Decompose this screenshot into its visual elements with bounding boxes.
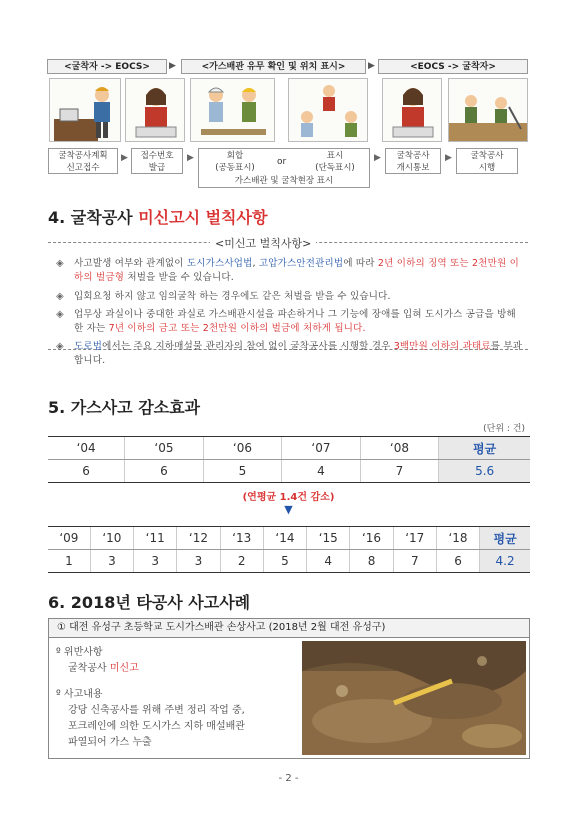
step-report-receipt-line1: 굴착공사계획: [58, 151, 108, 161]
penalty-item-1: [56, 257, 524, 285]
step-marking-group: [198, 148, 370, 188]
case-accident: [56, 687, 245, 751]
penalty-2-text: 입회요청 하지 않고 임의굴착 하는 경우에도 같은 처벌을 받을 수 있습니다.: [74, 291, 391, 302]
step-report-receipt-line2: 신고접수: [66, 163, 100, 173]
table-2-header-cell: ‘11: [134, 527, 177, 550]
section-6-heading: [48, 590, 250, 613]
table-1-header-cell: ‘04: [48, 437, 125, 460]
table-2-header-cell: ‘14: [263, 527, 306, 550]
table-2-header-cell: ‘13: [220, 527, 263, 550]
penalty-1-text-b: ,: [252, 258, 259, 269]
flow-header-1: <굴착자 -> EOCS>: [47, 59, 167, 74]
step-arrow-3: ▶: [374, 153, 381, 163]
flow-header-3: <EOCS -> 굴착자>: [378, 59, 528, 74]
flow-header-2: <가스배관 유무 확인 및 위치 표시>: [181, 59, 366, 74]
step-or-label: or: [277, 157, 287, 167]
illustration-excavation: [448, 78, 528, 142]
penalty-1-text-a: 사고발생 여부와 관계없이: [74, 258, 187, 269]
accident-table-2009-2018: [48, 526, 530, 573]
table-2-header-cell: ‘12: [177, 527, 220, 550]
table-2-value-cell: 5: [263, 550, 306, 573]
penalty-4-text-b: 를 부과합니다.: [74, 341, 523, 366]
illustration-contractor-desk: [49, 78, 121, 142]
penalty-4-text-a: 에서는 주요 지하매설물 관리자의 참여 없이 굴착공사를 시행할 경우: [102, 341, 394, 352]
violation-label: 위반사항: [63, 647, 103, 658]
penalty-4-sanction: 3백만원 이하의 과태료: [393, 341, 491, 352]
table-2-value-cell: 3: [134, 550, 177, 573]
penalty-4-law: 도로법: [74, 341, 103, 352]
section-5-number: 5.: [48, 398, 66, 417]
step-joint-line1: 회합: [226, 151, 244, 161]
table-2-value-cell: 7: [393, 550, 436, 573]
table-2-value-cell: 4: [307, 550, 350, 573]
table-1-header-cell: ‘05: [125, 437, 204, 460]
section-5-heading: [48, 395, 200, 418]
page-number: - 2 -: [278, 773, 299, 784]
bullet-icon: º: [56, 689, 61, 700]
penalty-item-4: [56, 340, 524, 368]
table-1-value-cell: 4: [282, 460, 361, 483]
table-2-value-row: [48, 550, 530, 573]
section-4-number: 4.: [48, 208, 66, 227]
table-1-value-cell: 6: [48, 460, 125, 483]
flow-header-arrow-1: ▶: [169, 61, 176, 71]
table-1-header-cell: ‘08: [360, 437, 439, 460]
illustration-operator-1: [125, 78, 185, 142]
step-arrow-2: ▶: [187, 153, 194, 163]
accident-site-photo: [302, 641, 526, 755]
step-arrow-1: ▶: [121, 153, 128, 163]
accident-line-1: 강당 신축공사를 위해 주변 정리 작업 중,: [68, 705, 245, 716]
penalty-3-text: 업무상 과실이나 중대한 과실로 가스배관시설을 파손하거나 그 기능에 장애를 입혀 도시가스 공급을 방해한 자는: [74, 309, 516, 334]
accident-table-2004-2008: [48, 436, 530, 483]
penalty-1-text-c: 에 따라: [343, 258, 378, 269]
step-joint-line2: (공동표시): [215, 163, 255, 173]
step-arrow-4: ▶: [445, 153, 452, 163]
table-2-header-cell: ‘09: [48, 527, 90, 550]
penalty-item-2: [56, 290, 524, 304]
section-6-title: 2018년 타공사 사고사례: [70, 593, 251, 612]
section-4-title-a: 굴착공사: [70, 208, 133, 227]
section-4-title-b: 미신고시 벌칙사항: [138, 208, 268, 227]
table-1-header-cell: ‘06: [203, 437, 282, 460]
table-1-value-row: [48, 460, 530, 483]
table-2-header-cell: ‘17: [393, 527, 436, 550]
table-1-value-cell: 5: [203, 460, 282, 483]
table-2-average-header: 평균: [480, 527, 530, 550]
case-header: ① 대전 유성구 초등학교 도시가스배관 손상사고 (2018년 2월 대전 유성구): [48, 618, 530, 638]
step-single-line2: (단독표시): [315, 163, 355, 173]
step-receipt-number-line2: 발급: [148, 163, 166, 173]
section-4-heading: [48, 205, 267, 228]
table-2-average-value: 4.2: [480, 550, 530, 573]
step-receipt-number-line1: 접수번호: [140, 151, 174, 161]
table-1-header-cell: ‘07: [282, 437, 361, 460]
table-2-header-cell: ‘18: [436, 527, 479, 550]
table-1-average-header: 평균: [439, 437, 530, 460]
table-1-value-cell: 7: [360, 460, 439, 483]
table-2-value-cell: 3: [90, 550, 133, 573]
table-2-header-cell: ‘15: [307, 527, 350, 550]
case-violation: [56, 645, 139, 677]
penalties-title: <미신고 벌칙사항>: [210, 235, 316, 251]
table-1-average-value: 5.6: [439, 460, 530, 483]
bullet-icon: º: [56, 647, 61, 658]
step-single-line1: 표시: [326, 151, 344, 161]
accident-line-2: 포크레인에 의한 도시가스 지하 매설배관: [68, 721, 245, 732]
down-arrow-icon: ▼: [284, 503, 293, 516]
step-start-notice-line2: 개시통보: [396, 163, 430, 173]
table-2-header-row: [48, 527, 530, 550]
table-2-value-cell: 6: [436, 550, 479, 573]
diamond-bullet-icon: ◈: [56, 341, 64, 352]
flow-header-arrow-2: ▶: [368, 61, 375, 71]
table-2-header-cell: ‘16: [350, 527, 393, 550]
table-1-value-cell: 6: [125, 460, 204, 483]
penalty-1-law-1: 도시가스사업법: [186, 258, 253, 269]
illustration-joint-marking: [190, 78, 275, 142]
reduction-label: (연평균 1.4건 감소): [242, 492, 335, 503]
violation-text-a: 굴착공사: [68, 663, 110, 674]
step-execution-line2: 시행: [478, 163, 496, 173]
penalty-3-sanction: 7년 이하의 금고 또는 2천만원 이하의 벌금에 처하게 됩니다.: [108, 323, 366, 334]
step-execution: [456, 148, 518, 174]
table-1-header-row: [48, 437, 530, 460]
step-report-receipt: [48, 148, 118, 174]
illustration-operator-2: [382, 78, 442, 142]
table-2-header-cell: ‘10: [90, 527, 133, 550]
step-caption: 가스배관 및 굴착현장 표시: [234, 176, 334, 186]
section-5-title: 가스사고 감소효과: [70, 398, 201, 417]
table-2-value-cell: 1: [48, 550, 90, 573]
unit-label: (단위 : 건): [483, 424, 525, 434]
table-2-value-cell: 8: [350, 550, 393, 573]
diamond-bullet-icon: ◈: [56, 258, 64, 269]
table-2-value-cell: 2: [220, 550, 263, 573]
penalty-item-3: [56, 308, 524, 336]
penalty-1-text-d: 처벌을 받을 수 있습니다.: [124, 272, 234, 283]
penalty-1-sanction: 2년 이하의 징역 또는 2천만원 이하의 벌금형: [74, 258, 520, 283]
table-2-value-cell: 3: [177, 550, 220, 573]
accident-label: 사고내용: [63, 689, 103, 700]
penalty-1-law-2: 고압가스안전관리법: [258, 258, 344, 269]
illustration-single-marking: [288, 78, 368, 142]
section-6-number: 6.: [48, 593, 66, 612]
accident-line-3: 파열되어 가스 누출: [68, 737, 152, 748]
step-start-notice-line1: 굴착공사: [396, 151, 430, 161]
diamond-bullet-icon: ◈: [56, 291, 64, 302]
diamond-bullet-icon: ◈: [56, 309, 64, 320]
step-start-notice: [385, 148, 441, 174]
step-receipt-number: [131, 148, 183, 174]
violation-text-b: 미신고: [109, 663, 139, 674]
step-execution-line1: 굴착공사: [470, 151, 504, 161]
